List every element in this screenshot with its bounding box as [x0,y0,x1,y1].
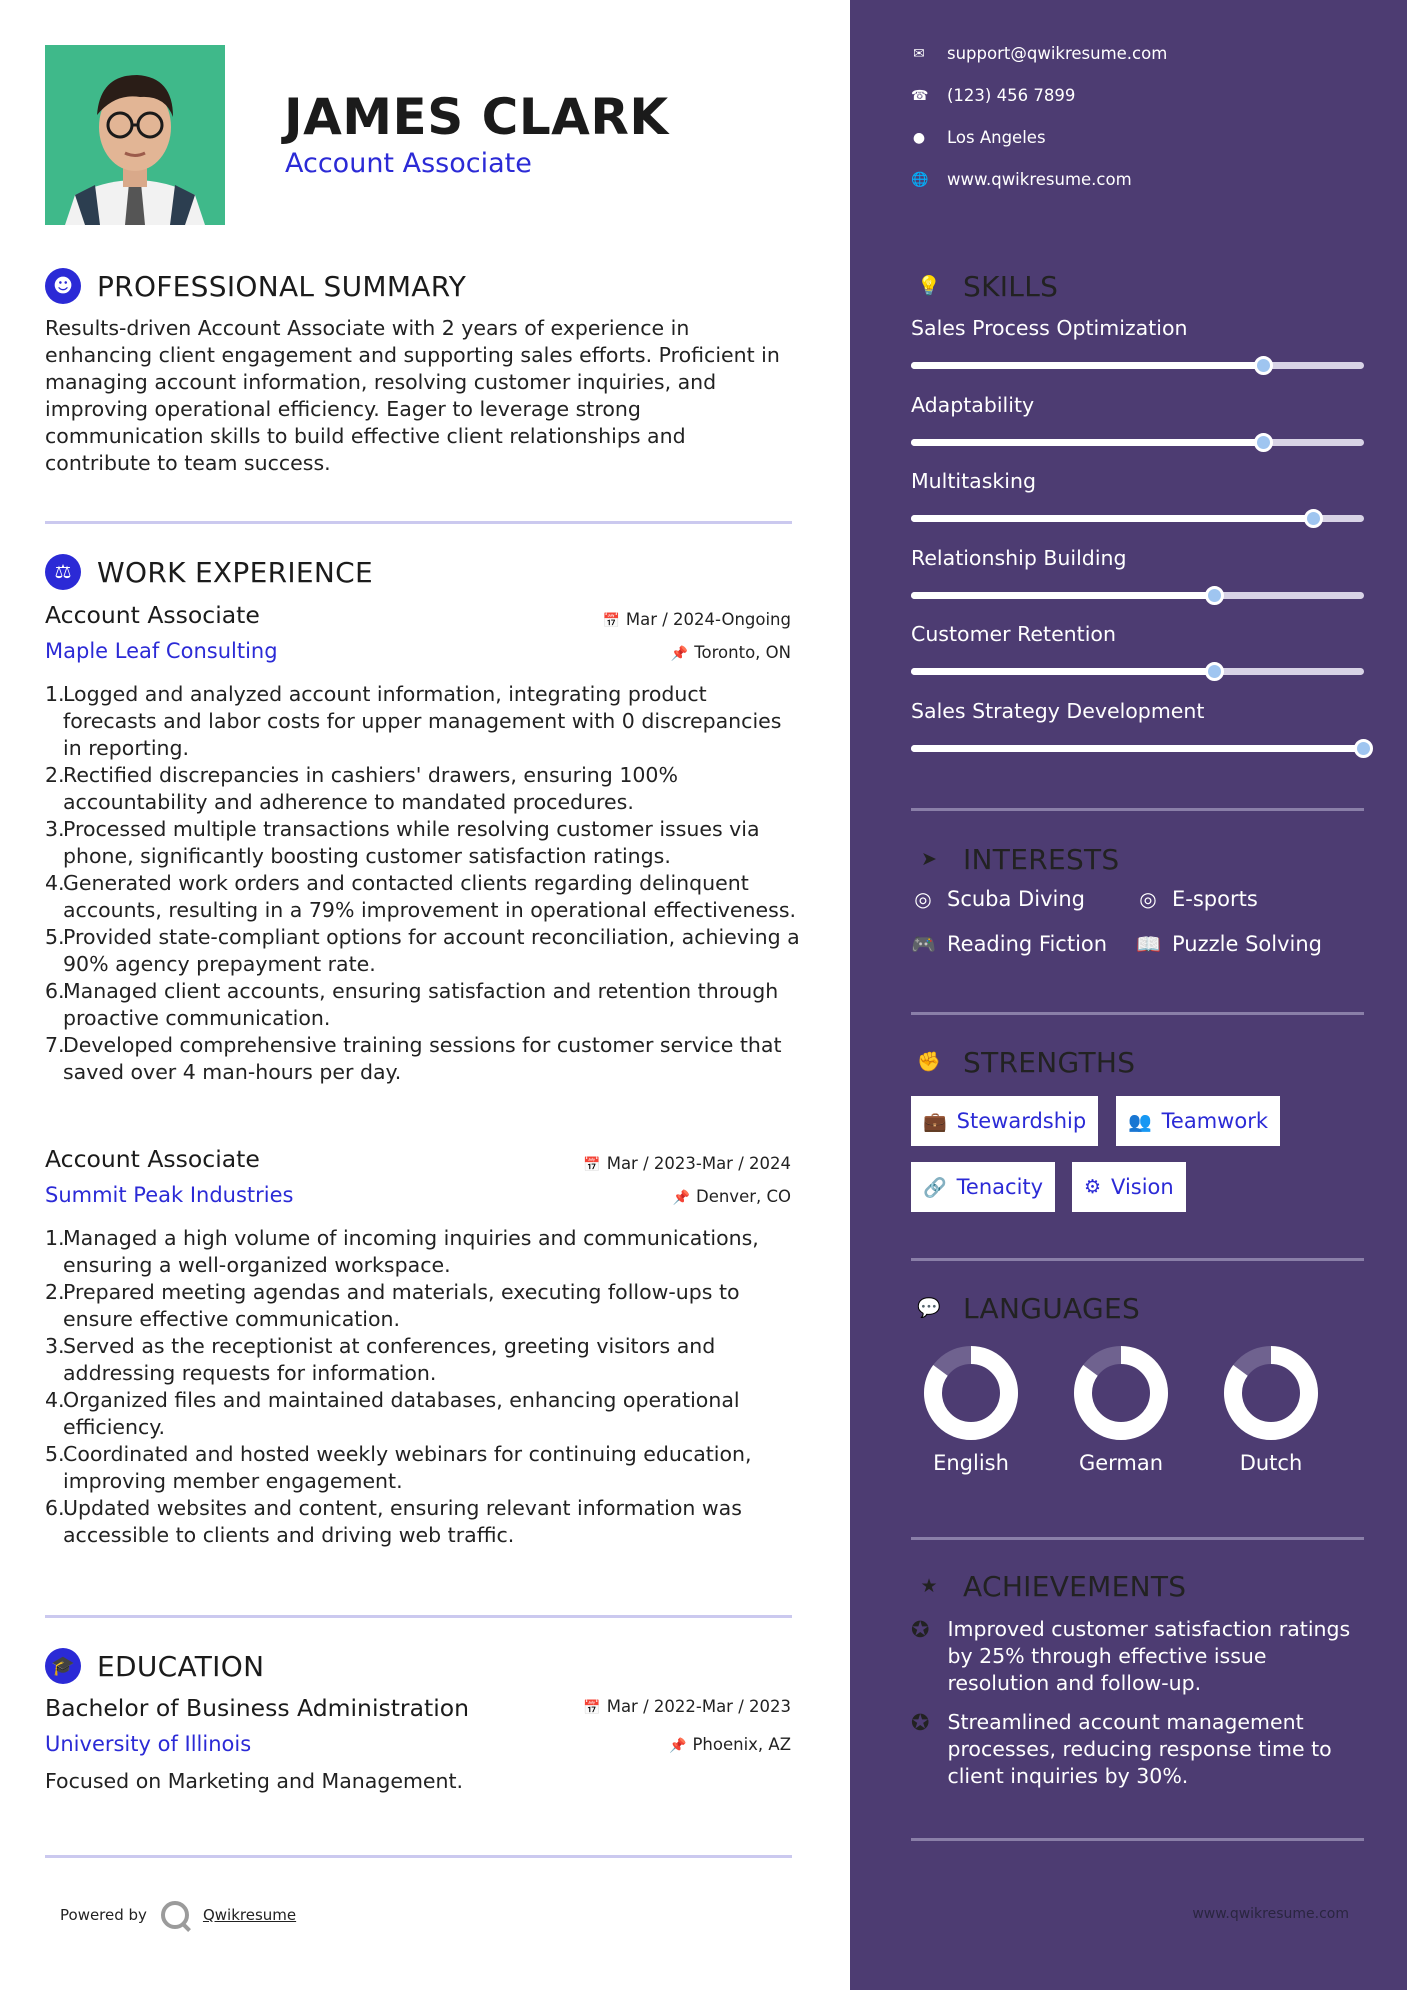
globe-icon: 🌐 [911,171,929,188]
experience-heading: ⚖ WORK EXPERIENCE [45,554,373,590]
divider [911,1537,1364,1540]
contact-email[interactable]: ✉ support@qwikresume.com [911,44,1167,63]
interest-item: ◎ E-sports [1136,887,1258,911]
strength-badge: 👥 Teamwork [1116,1096,1280,1146]
contact-phone[interactable]: ☎ (123) 456 7899 [911,86,1076,105]
brand-link[interactable]: Qwikresume [202,1906,297,1924]
book-icon: 📖 [1136,932,1161,956]
education-description: Focused on Marketing and Management. [45,1769,464,1793]
paper-plane-icon: ➤ [921,847,937,870]
contact-website[interactable]: 🌐 www.qwikresume.com [911,170,1132,189]
skill-name: Adaptability [911,392,1035,417]
list-item: 4. Organized files and maintained databases, enhancing operational efficiency. [45,1388,740,1439]
user-icon: ☻ [45,268,81,304]
job-dates: 📅 Mar / 2024-Ongoing [602,610,791,629]
skill-name: Sales Strategy Development [911,698,1205,723]
education-location: 📌 Phoenix, AZ [669,1735,791,1754]
shooting-star-icon: ✪ [911,1711,930,1736]
contact-location: ● Los Angeles [912,128,1046,147]
skill-bar-fill [911,515,1314,522]
skill-level-knob [1254,433,1273,452]
job-location: 📌 Denver, CO [672,1187,791,1206]
interest-item: ◎ Scuba Diving [911,887,1085,911]
skills-heading: 💡 SKILLS [911,268,1058,304]
achievement-item: ✪ Streamlined account management processes, reducing response time to client inquiries by 30%. [911,1710,1332,1788]
envelope-icon: ✉ [913,45,925,62]
calendar-icon: 📅 [602,613,620,629]
job-company: Summit Peak Industries [45,1183,294,1207]
language-ring [1223,1345,1319,1441]
divider [45,1855,792,1858]
strengths-heading: ✊ STRENGTHS [911,1044,1135,1080]
skill-level-knob [1205,662,1224,681]
skill-name: Relationship Building [911,545,1127,570]
skill-name: Multitasking [911,469,1036,493]
language-ring [923,1345,1019,1441]
list-item: 2. Prepared meeting agendas and materials, executing follow-ups to ensure effective communication. [45,1280,740,1331]
job-company: Maple Leaf Consulting [45,639,278,663]
strength-badge: ⚙ Vision [1072,1162,1186,1212]
skill-name: Sales Process Optimization [911,316,1188,340]
users-icon: 👥 [1128,1110,1152,1133]
job-bullets [45,1225,800,1549]
phone-icon: ☎ [911,87,929,104]
strength-badge: 🔗 Tenacity [911,1162,1055,1212]
languages-heading: 💬 LANGUAGES [911,1290,1140,1326]
list-item: 6. Managed client accounts, ensuring satisfaction and retention through proactive communication. [45,979,779,1030]
briefcase-icon: 💼 [923,1110,947,1133]
strength-badge: 💼 Stewardship [911,1096,1098,1146]
list-item: 1. Logged and analyzed account information, integrating product forecasts and labor costs for upper management with 0 discrepancies in reporting. [45,682,782,760]
language-name: English [933,1451,1009,1475]
divider [911,1258,1364,1261]
fist-icon: ✊ [917,1050,941,1073]
chair-icon: ⚖ [45,554,81,590]
shooting-star-icon: ✪ [911,1618,930,1643]
calendar-icon: 📅 [583,1700,601,1716]
education-heading: 🎓 EDUCATION [45,1648,264,1684]
profile-photo [45,45,225,225]
divider [911,1838,1364,1841]
divider [45,521,792,524]
list-item: 6. Updated websites and content, ensuring relevant information was accessible to clients and driving web traffic. [45,1496,742,1547]
job-title: Account Associate [45,601,260,629]
list-item: 5. Coordinated and hosted weekly webinars for continuing education, improving member engagement. [45,1442,752,1493]
language-item [1046,1345,1196,1475]
star-badge-icon: ★ [920,1574,938,1597]
achievement-item: ✪ Improved customer satisfaction ratings by 25% through effective issue resolution and follow-up. [911,1617,1351,1695]
candidate-title: Account Associate [285,148,532,179]
translate-icon: 💬 [917,1296,941,1319]
summary-heading: ☻ PROFESSIONAL SUMMARY [45,268,466,304]
language-item [896,1345,1046,1475]
language-item [1196,1345,1346,1475]
binoculars-icon: ⚙ [1084,1176,1102,1198]
divider [45,1615,792,1618]
list-item: 5. Provided state-compliant options for account reconciliation, achieving a 90% agency prepayment rate. [45,925,800,976]
skill-bar [911,439,1364,446]
map-pin-icon: ● [912,129,926,146]
skill-level-knob [1354,739,1373,758]
candidate-name: JAMES CLARK [284,88,669,146]
lightbulb-icon: 💡 [917,274,941,297]
list-item: 1. Managed a high volume of incoming inquiries and communications, ensuring a well-organized workspace. [45,1226,759,1277]
skill-name: Customer Retention [911,622,1116,646]
skill-bar [911,745,1364,752]
skill-bar-fill [911,439,1264,446]
graduate-icon: 🎓 [45,1648,81,1684]
divider [911,808,1364,811]
skill-bar [911,592,1364,599]
list-item: 3. Processed multiple transactions while resolving customer issues via phone, significantly boosting customer satisfaction ratings. [45,817,760,868]
skill-bar-fill [911,745,1364,752]
footer-website[interactable]: www.qwikresume.com [1192,1906,1349,1922]
education-dates: 📅 Mar / 2022-Mar / 2023 [583,1697,791,1716]
skill-bar-fill [911,362,1264,369]
link-icon: 🔗 [923,1176,947,1199]
skill-bar-fill [911,592,1215,599]
gamepad-icon: 🎮 [911,932,936,956]
skill-bar [911,668,1364,675]
pin-icon: 📌 [670,646,689,662]
interest-item: 🎮 Reading Fiction [911,932,1108,956]
skill-bar-fill [911,668,1215,675]
qwikresume-logo-icon [161,1901,189,1929]
divider [911,1012,1364,1015]
job-location: 📌 Toronto, ON [670,643,791,662]
interests-heading: ➤ INTERESTS [911,841,1120,877]
interest-item: 📖 Puzzle Solving [1136,932,1322,956]
language-name: Dutch [1239,1451,1303,1475]
job-bullets [45,681,800,1086]
list-item: 2. Rectified discrepancies in cashiers' drawers, ensuring 100% accountability and adherence to mandated procedures. [45,763,678,814]
skill-level-knob [1205,586,1224,605]
achievements-heading: ★ ACHIEVEMENTS [911,1568,1186,1604]
powered-by: Powered by Qwikresume [60,1901,296,1929]
lifebuoy-icon: ◎ [1139,887,1157,911]
list-item: 7. Developed comprehensive training sessions for customer service that saved over 4 man-hours per day. [45,1033,782,1084]
lifebuoy-icon: ◎ [914,887,932,911]
summary-text: Results-driven Account Associate with 2 years of experience in enhancing client engagement and supporting sales efforts. Proficient in managing account information, resolving customer inquiries, and improving operational efficiency. Eager to leverage strong communication skills to build effective client relationships and contribute to team success. [45,316,780,475]
skill-bar [911,515,1364,522]
language-name: German [1078,1451,1164,1475]
skill-bar [911,362,1364,369]
pin-icon: 📌 [672,1190,690,1206]
school-name: University of Illinois [45,1732,252,1756]
list-item: 4. Generated work orders and contacted clients regarding delinquent accounts, resulting in a 79% improvement in operational effectiveness. [45,871,797,922]
degree-title: Bachelor of Business Administration [45,1694,470,1722]
job-title: Account Associate [45,1145,260,1173]
calendar-icon: 📅 [583,1157,601,1173]
list-item: 3. Served as the receptionist at conferences, greeting visitors and addressing requests for information. [45,1334,716,1385]
pin-icon: 📌 [669,1738,687,1754]
language-ring [1073,1345,1169,1441]
job-dates: 📅 Mar / 2023-Mar / 2024 [583,1154,791,1173]
